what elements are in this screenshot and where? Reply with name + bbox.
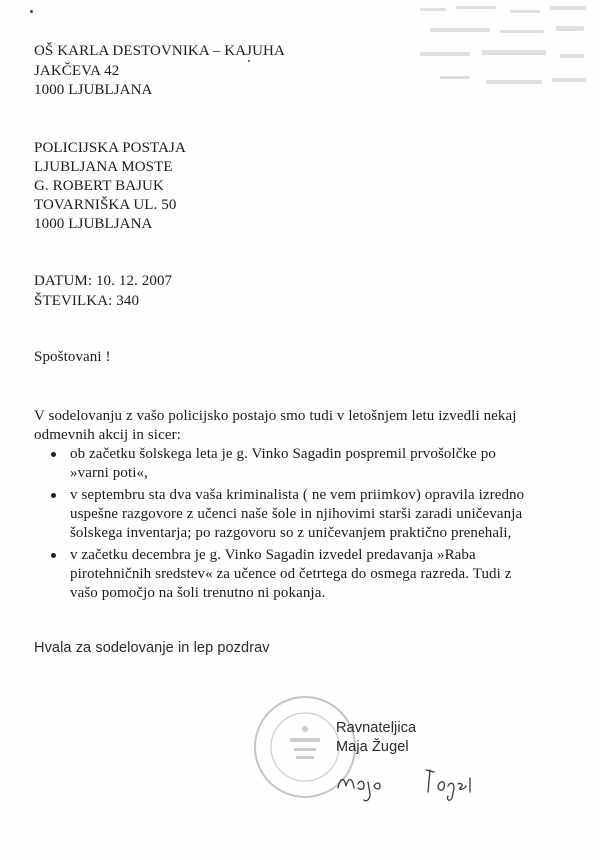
svg-text:·: ·: [280, 703, 282, 710]
bullet-line: šolskega inventarja; po razgovoru so z uničevanjem praktično prenehali,: [70, 525, 512, 541]
bullet-icon: [51, 493, 56, 498]
letter-date: DATUM: 10. 12. 2007: [34, 273, 173, 289]
intro-line: odmevnih akcij in sicer:: [34, 427, 181, 443]
sender-city: 1000 LJUBLJANA: [34, 82, 153, 98]
letter-number: ŠTEVILKA: 340: [34, 293, 140, 309]
sender-street: JAKČEVA 42: [34, 63, 120, 79]
recipient-city: 1000 LJUBLJANA: [34, 216, 153, 232]
recipient-institution: POLICIJSKA POSTAJA: [34, 140, 186, 156]
bullet-line: v začetku decembra je g. Vinko Sagadin izvedel predavanja »Raba: [70, 547, 476, 563]
bullet-line: pirotehničnih sredstev« za učence od četrtega do osmega razreda. Tudi z: [70, 566, 512, 582]
scan-speck: [30, 10, 33, 13]
handwritten-signature: [330, 756, 510, 806]
recipient-street: TOVARNIŠKA UL. 50: [34, 197, 177, 213]
recipient-branch: LJUBLJANA MOSTE: [34, 159, 173, 175]
bullet-line: uspešne razgovore z učenci naše šole in njihovimi starši zaradi uničevanja: [70, 506, 523, 522]
sender-school: OŠ KARLA DESTOVNIKA – KAJUHA: [34, 43, 285, 59]
bullet-line: v septembru sta dva vaša kriminalista ( ne vem priimkov) opravila izredno: [70, 487, 525, 503]
bullet-line: vašo pomočjo na šoli trenutno ni pokanja.: [70, 585, 326, 601]
scan-bleed-through: [360, 0, 600, 110]
signature-name: Maja Žugel: [336, 739, 409, 755]
signature-title: Ravnateljica: [336, 720, 417, 736]
intro-line: V sodelovanju z vašo policijsko postajo smo tudi v letošnjem letu izvedli nekaj: [34, 408, 517, 424]
svg-text:·: ·: [330, 705, 332, 712]
bullet-line: ob začetku šolskega leta je g. Vinko Sagadin pospremil prvošolčke po: [70, 446, 496, 462]
bullet-icon: [51, 553, 56, 558]
greeting: Spoštovani !: [34, 349, 111, 365]
bullet-icon: [51, 452, 56, 457]
bullet-line: »varni poti«,: [70, 465, 148, 481]
closing-line: Hvala za sodelovanje in lep pozdrav: [34, 640, 270, 656]
recipient-person: G. ROBERT BAJUK: [34, 178, 164, 194]
